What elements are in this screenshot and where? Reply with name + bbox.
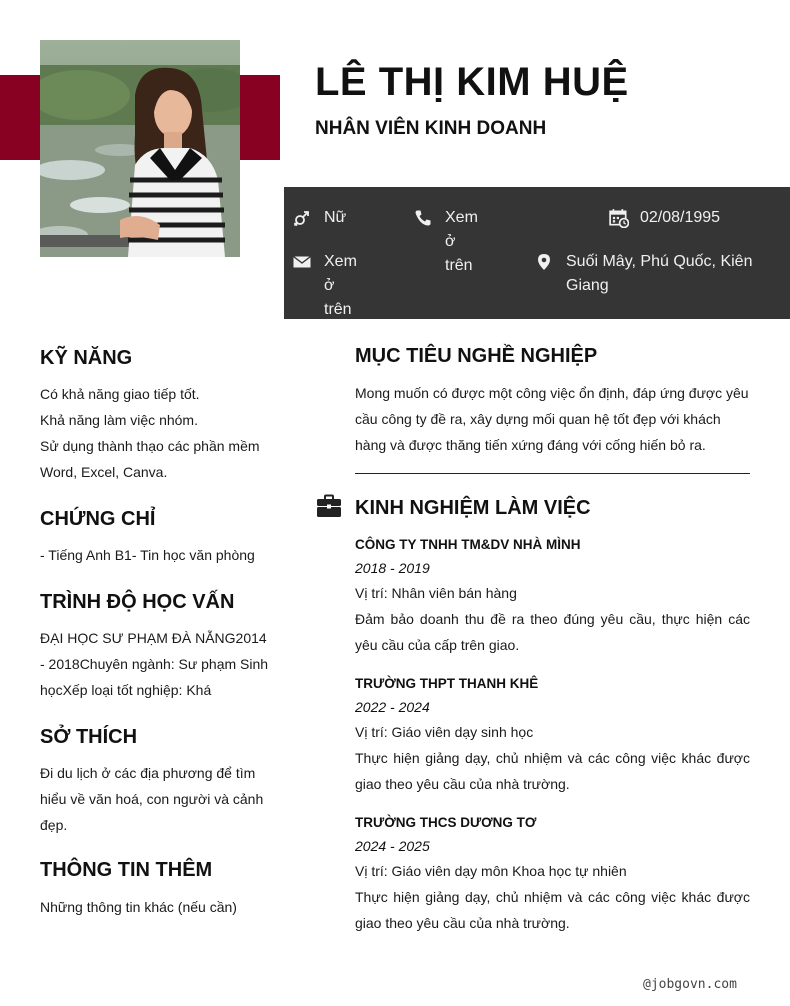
skill-item: Khả năng làm việc nhóm. — [40, 412, 198, 428]
job-company: TRƯỜNG THPT THANH KHÊ — [355, 676, 539, 691]
mail-icon — [293, 253, 311, 271]
phone-icon — [414, 209, 432, 227]
accent-block-right — [240, 75, 280, 160]
more-info-heading: THÔNG TIN THÊM — [40, 859, 213, 881]
job-description: Thực hiện giảng dạy, chủ nhiệm và các công việc khác được giao theo yêu cầu của nhà trường. — [355, 889, 750, 931]
phone-value: Xem ở trên — [445, 209, 478, 274]
skill-item: Sử dụng thành thạo các phần mềm Word, Excel, Canva. — [40, 438, 260, 480]
hobbies-heading: SỞ THÍCH — [40, 726, 138, 748]
job-years: 2022 - 2024 — [355, 699, 430, 715]
job-description: Đảm bảo doanh thu đề ra theo đúng yêu cầu, thực hiện các yêu cầu của cấp trên giao. — [355, 611, 750, 653]
job-position: Vị trí: Giáo viên dạy môn Khoa học tự nhiên — [355, 863, 627, 879]
certificates-text: - Tiếng Anh B1- Tin học văn phòng — [40, 547, 255, 563]
location-pin-icon — [535, 253, 553, 271]
birthdate-value: 02/08/1995 — [640, 209, 721, 226]
contact-info-box — [284, 187, 790, 319]
candidate-name: LÊ THỊ KIM HUỆ — [315, 60, 629, 104]
skill-item: Có khả năng giao tiếp tốt. — [40, 386, 200, 402]
job-description: Thực hiện giảng dạy, chủ nhiệm và các công việc khác được giao theo yêu cầu của nhà trường. — [355, 750, 750, 792]
more-info-text: Những thông tin khác (nếu cần) — [40, 899, 237, 915]
job-position: Vị trí: Giáo viên dạy sinh học — [355, 724, 534, 740]
hobbies-text: Đi du lịch ở các địa phương để tìm hiểu về văn hoá, con người và cảnh đẹp. — [40, 765, 264, 833]
briefcase-icon — [316, 494, 342, 518]
experience-heading: KINH NGHIỆM LÀM VIỆC — [355, 497, 591, 519]
skills-heading: KỸ NĂNG — [40, 347, 133, 369]
profile-photo — [40, 40, 240, 257]
job-position: Vị trí: Nhân viên bán hàng — [355, 585, 517, 601]
watermark-credit: @jobgovn.com — [643, 977, 737, 992]
skills-list — [40, 381, 270, 485]
gender-value: Nữ — [324, 209, 347, 226]
job-years: 2018 - 2019 — [355, 560, 430, 576]
job-years: 2024 - 2025 — [355, 838, 430, 854]
gender-icon — [293, 209, 311, 227]
objective-text: Mong muốn có được một công việc ổn định, đáp ứng được yêu cầu công ty đề ra, xây dựng mối quan hệ tốt đẹp với khách hàng và được thăng tiến xứng đáng với cống hiến bỏ ra. — [355, 385, 749, 453]
education-heading: TRÌNH ĐỘ HỌC VẤN — [40, 591, 235, 613]
address-value: Suối Mây, Phú Quốc, Kiên Giang — [566, 253, 753, 294]
accent-block-left — [0, 75, 40, 160]
certificates-heading: CHỨNG CHỈ — [40, 508, 156, 530]
calendar-icon — [609, 208, 629, 228]
job-company: CÔNG TY TNHH TM&DV NHÀ MÌNH — [355, 537, 581, 552]
candidate-role: NHÂN VIÊN KINH DOANH — [315, 118, 547, 139]
job-company: TRƯỜNG THCS DƯƠNG TƠ — [355, 815, 537, 830]
section-divider — [355, 473, 750, 474]
education-text: ĐẠI HỌC SƯ PHẠM ĐÀ NẴNG2014 - 2018Chuyên ngành: Sư phạm Sinh họcXếp loại tốt nghiệp: Khá — [40, 630, 269, 698]
email-value: Xem ở trên — [324, 253, 357, 318]
objective-heading: MỤC TIÊU NGHỀ NGHIỆP — [355, 345, 598, 367]
